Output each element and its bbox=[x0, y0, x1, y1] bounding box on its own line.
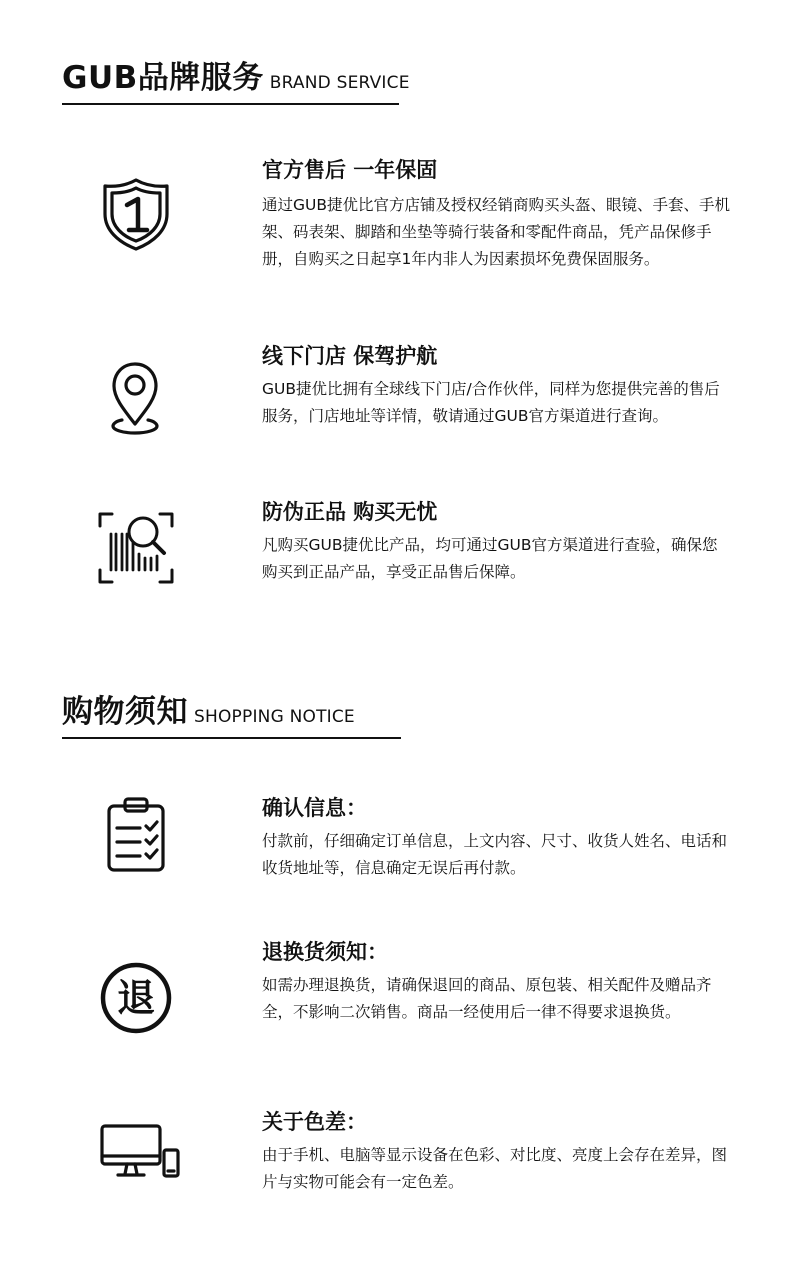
shield-one-icon bbox=[96, 174, 176, 254]
brand-service-header bbox=[62, 52, 410, 97]
notice-item-title: 确认信息： bbox=[262, 796, 367, 820]
service-item-title: 防伪正品 购买无忧 bbox=[262, 500, 438, 524]
clipboard-checklist-icon bbox=[96, 794, 176, 874]
barcode-scan-icon bbox=[96, 508, 176, 588]
service-item-desc: 凡购买GUB捷优比产品，均可通过GUB官方渠道进行查验，确保您购买到正品产品，享受正品售后保障。 bbox=[262, 536, 718, 581]
notice-item-desc: 由于手机、电脑等显示设备在色彩、对比度、亮度上会存在差异，图片与实物可能会有一定色差。 bbox=[262, 1146, 728, 1191]
brand-service-underline bbox=[62, 103, 399, 105]
shopping-notice-underline bbox=[62, 737, 401, 739]
shopping-notice-subtitle: SHOPPING NOTICE bbox=[194, 707, 355, 727]
brand-service-subtitle: BRAND SERVICE bbox=[269, 73, 410, 93]
monitor-phone-icon bbox=[100, 1114, 184, 1194]
location-pin-icon bbox=[96, 358, 176, 438]
shopping-notice-header bbox=[62, 686, 355, 731]
service-item-desc: GUB捷优比拥有全球线下门店/合作伙伴，同样为您提供完善的售后服务，门店地址等详情，敬请通过GUB官方渠道进行查询。 bbox=[262, 380, 720, 425]
notice-item-title: 退换货须知： bbox=[262, 940, 388, 964]
service-item-title: 线下门店 保驾护航 bbox=[262, 344, 438, 368]
service-item-desc: 通过GUB捷优比官方店铺及授权经销商购买头盔、眼镜、手套、手机架、码表架、脚踏和坐垫等骑行装备和零配件商品，凭产品保修手册，自购买之日起享1年内非人为因素损坏免费保固服务。 bbox=[262, 196, 730, 268]
notice-item-title: 关于色差： bbox=[262, 1110, 367, 1134]
shopping-notice-title: 购物须知 bbox=[62, 694, 188, 730]
service-item-title: 官方售后 一年保固 bbox=[262, 158, 438, 182]
return-circle-icon bbox=[96, 958, 176, 1038]
notice-item-desc: 付款前，仔细确定订单信息，上文内容、尺寸、收货人姓名、电话和收货地址等，信息确定无误后再付款。 bbox=[262, 832, 728, 877]
brand-service-title: GUB品牌服务 bbox=[62, 60, 264, 96]
notice-item-desc: 如需办理退换货，请确保退回的商品、原包装、相关配件及赠品齐全，不影响二次销售。商品一经使用后一律不得要求退换货。 bbox=[262, 976, 712, 1021]
svg-text:退: 退 bbox=[116, 976, 156, 1020]
